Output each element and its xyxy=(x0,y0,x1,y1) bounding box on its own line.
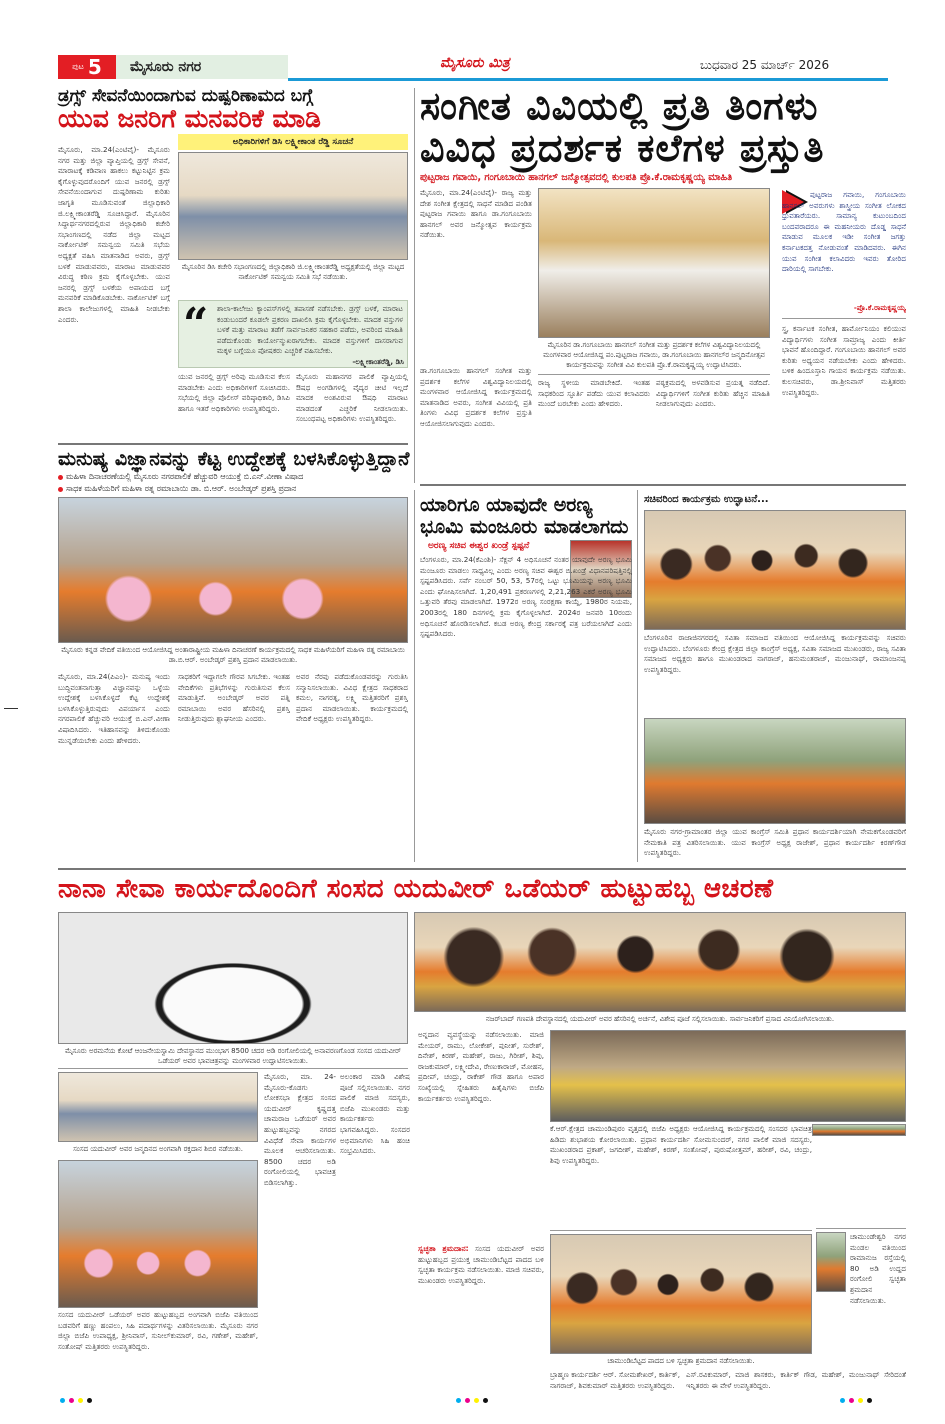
swachhata-label: ಸ್ವಚ್ಛತಾ ಶ್ರಮದಾನ: xyxy=(418,1244,469,1253)
science-headline: ಮನುಷ್ಯ ವಿಜ್ಞಾನವನ್ನು ಕೆಟ್ಟ ಉದ್ದೇಶಕ್ಕೆ ಬಳಸಿಕೊಳ್ಳುತ್ತಿದ್ದಾನೆ xyxy=(58,448,410,470)
blood-donation-caption: ಸಂಸದ ಯದುವೀರ್ ಅವರ ಜನ್ಮದಿನದ ಅಂಗವಾಗಿ ರಕ್ತದಾನ ಶಿಬಿರ ನಡೆಯಿತು. xyxy=(73,1145,243,1153)
music-photo-caption: ಮೈಸೂರಿನ ಡಾ.ಗಂಗೂಬಾಯಿ ಹಾನಗಲ್ ಸಂಗೀತ ಮತ್ತು ಪ್ರದರ್ಶಕ ಕಲೆಗಳ ವಿಶ್ವವಿದ್ಯಾನಿಲಯದಲ್ಲಿ ಮಂಗಳವಾರ ಆಯೋಜಿಸಿದ್ದ ಪಂ.ಪುಟ್ಟರಾಜ ಗವಾಯಿ, ಡಾ.ಗಂಗೂಬಾಯಿ ಹಾನಗಲ್‌ರ ಜನ್ಮದಿನೋತ್ಸವ ಕಾರ್ಯಕ್ರಮವನ್ನು ಸಂಗೀತ ವಿವಿ ಕುಲಪತಿ ಪ್ರೊ.ಕೆ.ರಾಮಕೃಷ್ಣಯ್ಯ ಉದ್ಘಾಟಿಸಿದರು. xyxy=(543,341,765,369)
drugs-body-col1: ಮೈಸೂರು, ಮಾ.24(ಎಂಟಿವೈ)- ಮೈಸೂರು ನಗರ ಮತ್ತು ಜಿಲ್ಲಾ ವ್ಯಾಪ್ತಿಯಲ್ಲಿ ಡ್ರಗ್ಸ್ ಸೇವನೆ, ಮಾರಾಟಕ್ಕೆ ಕಡಿವಾಣ ಹಾಕಲು ಕಟ್ಟುನಿಟ್ಟಿನ ಕ್ರಮ ಕೈಗೊಳ್ಳುವುದರೊಂದಿಗೆ ಯುವ ಜನರಲ್ಲಿ ಡ್ರಗ್ಸ್ ಸೇವನೆಯಿಂದಾಗುವ ದುಷ್ಪರಿಣಾಮ ಕುರಿತು ಜಾಗೃತಿ ಮೂಡಿಸುವಂತೆ ಜಿಲ್ಲಾಧಿಕಾರಿ ಜಿ.ಲಕ್ಷ್ಮೀಕಾಂತರೆಡ್ಡಿ ಸೂಚಿಸಿದ್ದಾರೆ. ಮೈಸೂರಿನ ಸಿದ್ಧಾರ್ಥನಗರದಲ್ಲಿರುವ ಜಿಲ್ಲಾಧಿಕಾರಿ ಕಚೇರಿ ಸಭಾಂಗಣದಲ್ಲಿ ನಡೆದ ಜಿಲ್ಲಾ ಮಟ್ಟದ ನಾರ್ಕೋಟಿಕ್ ಸಮನ್ವಯ ಸಮಿತಿ ಸಭೆಯ ಅಧ್ಯಕ್ಷತೆ ವಹಿಸಿ ಮಾತನಾಡಿದ ಅವರು, ಡ್ರಗ್ಸ್ ಬಳಕೆ ಮಾಡುವವರು, ಮಾರಾಟ ಮಾಡುವವರ ವಿರುದ್ಧ ಕಠಿಣ ಕ್ರಮ ಕೈಗೊಳ್ಳಬೇಕು. ಯುವ ಜನರಲ್ಲಿ ಡ್ರಗ್ಸ್ ಬಳಕೆಯ ಅಪಾಯದ ಬಗ್ಗೆ ಮನವರಿಕೆ ಮಾಡಿಕೊಡಬೇಕು. ನಾರ್ಕೋಟಿಕ್ ಬಗ್ಗೆ ಶಾಲಾ ಕಾಲೇಜುಗಳಲ್ಲಿ ಮಾಹಿತಿ ನೀಡಬೇಕು ಎಂದರು. xyxy=(58,145,170,324)
drugs-quote-attribution: -ಲಕ್ಷ್ಮೀಕಾಂತರೆಡ್ಡಿ, ಡಿಸಿ xyxy=(352,357,404,366)
page-label: ಪುಟ xyxy=(72,62,84,71)
section-rule xyxy=(58,443,408,445)
music-body-col2: ರಾಜ್ಯ ಸ್ಥಳೀಯ ಮಾಡಬೇಕಿದೆ. ಇಂತಹ ಸಾಧಕರಿಂದ ಸ್ಫೂರ್ತಿ ಪಡೆದು ಯುವ ಕಲಾವಿದರು ಮುಂದೆ ಬರಬೇಕು ಎಂದು ಹೇಳಿದರು. xyxy=(538,378,650,409)
fruit-distribution-caption: ಸಂಸದ ಯದುವೀರ್ ಒಡೆಯರ್ ಅವರ ಹುಟ್ಟುಹಬ್ಬದ ಅಂಗವಾಗಿ ಬಿಜೆಪಿ ವತಿಯಿಂದ ಬಡವರಿಗೆ ಹಣ್ಣು ಹಂಪಲು, ಸಿಹಿ ಪದಾರ್ಥಗಳನ್ನು ವಿತರಿಸಲಾಯಿತು. ಮೈಸೂರು ನಗರ ಜಿಲ್ಲಾ ಬಿಜೆಪಿ ಉಪಾಧ್ಯಕ್ಷ, ಶ್ರೀನಿವಾಸ್, ಸುನೀಲ್‌ಕುಮಾರ್, ರವಿ, ಗಣೇಶ್, ಮಹೇಶ್, ಸಂತೋಷ್ ಮತ್ತಿತರರು ಉಪಸ್ಥಿತರಿದ್ದರು. xyxy=(58,1310,258,1351)
rule xyxy=(782,318,906,319)
mp-body-col1: ಮೈಸೂರು, ಮಾ. 24- ಮೈಸೂರು-ಕೊಡಗು ಲೋಕಸಭಾ ಕ್ಷೇತ್ರದ ಸಂಸದ ಯದುವೀರ್ ಕೃಷ್ಣದತ್ತ ಚಾಮರಾಜ ಒಡೆಯರ್ ಅವರ ಹುಟ್ಟುಹಬ್ಬವನ್ನು ನಗರದ ವಿವಿಧೆಡೆ ಸೇವಾ ಕಾರ್ಯಗಳ ಮೂಲಕ ಆಚರಿಸಲಾಯಿತು. 8500 ಚದರ ಅಡಿ ರಂಗೋಲಿಯಲ್ಲಿ ಭಾವಚಿತ್ರ ಬಿಡಿಸಲಾಗಿತ್ತು. xyxy=(264,1072,336,1187)
science-body-col3: ಅವರ ನೆರವು ಪಡೆದುಕೊಂಡವರನ್ನು ಗುರುತಿಸಿ ಸನ್ಮಾನಿಸಲಾಯಿತು. ವಿವಿಧ ಕ್ಷೇತ್ರದ ಸಾಧಕರಾದ ಕಮಲ, ನಾಗರತ್ನ, ಲಕ್ಷ್ಮಿ ಮತ್ತಿತರರಿಗೆ ಪ್ರಶಸ್ತಿ ಪ್ರದಾನ ಮಾಡಲಾಯಿತು. ಕಾರ್ಯಕ್ರಮದಲ್ಲಿ ವೇದಿಕೆ ಅಧ್ಯಕ್ಷರು ಉಪಸ್ಥಿತರಿದ್ದರು. xyxy=(296,672,408,724)
blood-donation-photo xyxy=(58,1072,258,1142)
drugs-kicker: ಅಧಿಕಾರಿಗಳಿಗೆ ಡಿಸಿ ಲಕ್ಷ್ಮೀಕಾಂತ ರೆಡ್ಡಿ ಸೂಚನೆ xyxy=(178,134,408,150)
music-sidebar-quote: ಪುಟ್ಟರಾಜ ಗವಾಯಿ, ಗಂಗೂಬಾಯಿ ಹಾನಗಲ್ ಅವರುಗಳು ಶಾಸ್ತ್ರೀಯ ಸಂಗೀತ ಲೋಕದ ಧ್ರುವತಾರೆಯರು. ಸಾಮಾನ್ಯ ಕುಟುಂಬದಿಂದ ಬಂದವರಾದರೂ ಈ ಮಹನೀಯರು ದೊಡ್ಡ ಸಾಧನೆ ಮಾಡುವ ಮೂಲಕ ಇಡೀ ಸಂಗೀತ ಜಗತ್ತು ಕರ್ನಾಟಕದತ್ತ ನೋಡುವಂತೆ ಮಾಡಿದವರು. ಈಗಿನ ಯುವ ಸಂಗೀತ ಕಲಾವಿದರು ಇವರು ತೋರಿದ ದಾರಿಯಲ್ಲಿ ಸಾಗಬೇಕು. xyxy=(782,190,906,274)
drugs-headline-main: ಯುವ ಜನರಿಗೆ ಮನವರಿಕೆ ಮಾಡಿ xyxy=(58,104,321,133)
mp-birthday-headline: ನಾನಾ ಸೇವಾ ಕಾರ್ಯದೊಂದಿಗೆ ಸಂಸದ ಯದುವೀರ್ ಒಡೆಯರ್ ಹುಟ್ಟುಹಬ್ಬ ಆಚರಣೆ xyxy=(58,874,774,904)
science-bullet-2 xyxy=(58,484,296,494)
music-event-photo xyxy=(538,188,770,338)
science-award-photo xyxy=(58,497,408,643)
minister-headline: ಸಚಿವರಿಂದ ಕಾರ್ಯಕ್ರಮ ಉದ್ಘಾಟನೆ... xyxy=(644,494,769,505)
rangoli-portrait-photo xyxy=(58,912,408,1044)
side-photo-strip xyxy=(812,1124,906,1136)
dateline: ಬುಧವಾರ 25 ಮಾರ್ಚ್ 2026 xyxy=(700,58,830,72)
section-rule xyxy=(58,868,906,870)
temple-pooja-photo xyxy=(414,912,906,1012)
registration-mark xyxy=(840,1398,872,1403)
chamundi-box-photo xyxy=(816,1232,846,1292)
section-rule xyxy=(420,484,906,486)
header-rule xyxy=(288,78,888,81)
bullet-icon xyxy=(58,487,63,492)
rule xyxy=(538,374,770,375)
page-number: 5 xyxy=(87,55,102,79)
drugs-photo-caption: ಮೈಸೂರಿನ ಡಿಸಿ ಕಚೇರಿ ಸಭಾಂಗಣದಲ್ಲಿ ಜಿಲ್ಲಾಧಿಕಾರಿ ಜಿ.ಲಕ್ಷ್ಮೀಕಾಂತರೆಡ್ಡಿ ಅಧ್ಯಕ್ಷತೆಯಲ್ಲಿ ಜಿಲ್ಲಾ ಮಟ್ಟದ ನಾರ್ಕೋಟಿಕ್ ಸಮನ್ವಯ ಸಮಿತಿ ಸಭೆ ನಡೆಯಿತು. xyxy=(181,263,405,281)
temple-caption: ನಜರ್‌ಬಾದ್ ಗಣಪತಿ ದೇವಸ್ಥಾನದಲ್ಲಿ ಯದುವೀರ್ ಅವರ ಹೆಸರಿನಲ್ಲಿ ಅರ್ಚನೆ, ವಿಶೇಷ ಪೂಜೆ ಸಲ್ಲಿಸಲಾಯಿತು. ಸಾರ್ವಜನಿಕರಿಗೆ ಪ್ರಸಾದ ವಿನಿಯೋಗಿಸಲಾಯಿತು. xyxy=(485,1015,835,1023)
science-bullet-text: ಸಾಧಕ ಮಹಿಳೆಯರಿಗೆ ಮಹಿಳಾ ರತ್ನ ರಮಾಬಾಯಿ ಡಾ. ಬಿ.ಆರ್. ಅಂಬೇಡ್ಕರ್ ಪ್ರಶಸ್ತಿ ಪ್ರದಾನ xyxy=(66,484,297,493)
quote-icon: “ xyxy=(183,299,209,350)
column-divider xyxy=(637,490,638,862)
rule xyxy=(550,1230,812,1231)
science-bullet-text: ಮಹಿಳಾ ದಿನಾಚರಣೆಯಲ್ಲಿ ಮೈಸೂರು ನಗರಪಾಲಿಕೆ ಹೆಚ್ಚುವರಿ ಆಯುಕ್ತೆ ಬಿ.ಎನ್.ವೀಣಾ ವಿಷಾದ xyxy=(66,472,304,481)
chamundi-caption: ಚಾಮುಂಡಿಬೆಟ್ಟದ ಪಾದದ ಬಳಿ ಸ್ವಚ್ಛತಾ ಶ್ರಮದಾನ ನಡೆಸಲಾಯಿತು. xyxy=(607,1357,755,1365)
crowd-caption: ಕೆ.ಆರ್.ಕ್ಷೇತ್ರದ ಚಾಮುಂಡಿಪುರಂ ವೃತ್ತದಲ್ಲಿ ಬಿಜೆಪಿ ಅಧ್ಯಕ್ಷರು ಆಯೋಜಿಸಿದ್ದ ಕಾರ್ಯಕ್ರಮದಲ್ಲಿ ಸಂಸದರ ಭಾವಚಿತ್ರ ಹಿಡಿದು ಶುಭಾಶಯ ಕೋರಲಾಯಿತು. ಪ್ರಧಾನ ಕಾರ್ಯದರ್ಶಿ ಸೋಮಸುಂದರ್, ನಗರ ಪಾಲಿಕೆ ಮಾಜಿ ಸದಸ್ಯರು, ಮುಖಂಡರಾದ ಪ್ರಕಾಶ್, ಜಗದೀಶ್, ಮಹೇಶ್, ಕಿರಣ್, ಸಂತೋಷ್, ಪುರುಷೋತ್ತಮ್, ಹರೀಶ್, ರವಿ, ಚಂದ್ರು, ಶಿವು ಉಪಸ್ಥಿತರಿದ್ದರು. xyxy=(550,1124,812,1165)
music-body-col3: ಪಠ್ಯಕ್ರಮದಲ್ಲಿ ಅಳವಡಿಸುವ ಪ್ರಯತ್ನ ನಡೆದಿದೆ. ವಿದ್ಯಾರ್ಥಿಗಳಿಗೆ ಸಂಗೀತ ಕುರಿತು ಹೆಚ್ಚಿನ ಮಾಹಿತಿ ನೀಡಲಾಗುವುದು ಎಂದರು. xyxy=(656,378,770,409)
fold-mark xyxy=(4,708,18,709)
registration-mark xyxy=(456,1398,488,1403)
music-subhead: ಪುಟ್ಟರಾಜ ಗವಾಯಿ, ಗಂಗೂಬಾಯಿ ಹಾನಗಲ್ ಜನ್ಮೋತ್ಸವದಲ್ಲಿ ಕುಲಪತಿ ಪ್ರೊ.ಕೆ.ರಾಮಕೃಷ್ಣಯ್ಯ ಮಾಹಿತಿ xyxy=(420,172,733,183)
forest-headline-line2: ಭೂಮಿ ಮಂಜೂರು ಮಾಡಲಾಗದು xyxy=(420,516,629,538)
mp-body-col3: ಅನ್ನದಾನ ವ್ಯವಸ್ಥೆಯನ್ನು ನಡೆಸಲಾಯಿತು. ಮಾಜಿ ಮೇಯರ್, ರಾಮು, ಲೋಕೇಶ್, ಪುನೀತ್, ಸುರೇಶ್, ದಿನೇಶ್, ಕಿರಣ್, ಮಹೇಶ್, ರಾಜು, ಗಿರೀಶ್, ಶಿವು, ರಾಜಕುಮಾರ್, ಲಕ್ಷ್ಮೀದೇವಿ, ರೇಣುಕಾರಾಜ್, ಮೋಹನ, ಪ್ರದೀಪ್, ಚಂದ್ರು, ರಾಕೇಶ್ ಗೌಡ ಹಾಗೂ ಅಪಾರ ಸಂಖ್ಯೆಯಲ್ಲಿ ಸ್ನೇಹಿತರು ಹಿತೈಷಿಗಳು ಬಿಜೆಪಿ ಕಾರ್ಯಕರ್ತರು ಉಪಸ್ಥಿತರಿದ್ದರು. xyxy=(418,1030,544,1103)
swachhata-text: ಸಂಸದ ಯದುವೀರ್ ಅವರ ಹುಟ್ಟುಹಬ್ಬದ ಪ್ರಯುಕ್ತ ಚಾಮುಂಡಿಬೆಟ್ಟದ ಪಾದದ ಬಳಿ ಸ್ವಚ್ಛತಾ ಕಾರ್ಯಕ್ರಮ ನಡೆಸಲಾಯಿತು. ಮಾಜಿ ಸಚಿವರು, ಮುಖಂಡರು ಉಪಸ್ಥಿತರಿದ್ದರು. xyxy=(418,1244,544,1285)
forest-headline-line1: ಯಾರಿಗೂ ಯಾವುದೇ ಅರಣ್ಯ xyxy=(420,494,593,516)
music-headline-line1: ಸಂಗೀತ ವಿವಿಯಲ್ಲಿ ಪ್ರತಿ ತಿಂಗಳು xyxy=(420,84,819,128)
music-headline-line2: ವಿವಿಧ ಪ್ರದರ್ಶಕ ಕಲೆಗಳ ಪ್ರಸ್ತುತಿ xyxy=(420,126,825,170)
bottom-mid-text: ಬ್ರಾಹ್ಮಣ ಕಾರ್ಯದರ್ಶಿ ಆರ್. ಸೋಮಶೇಖರ್, ಕಾರ್ತಿಕ್, ನಾಗರಾಜ್, ಶಿವಕುಮಾರ್ ಮತ್ತಿತರರು ಉಪಸ್ಥಿತರಿದ್ದರು. xyxy=(550,1370,680,1390)
science-bullet-1 xyxy=(58,472,303,482)
chamundi-box-caption: ಚಾಮುಂಡೇಶ್ವರಿ ನಗರ ಮಂಡಲ ವತಿಯಿಂದ ರಾಮಾನುಜ ರಸ್ತೆಯಲ್ಲಿ 80 ಅಡಿ ಉದ್ದದ ರಂಗೋಲಿ ಸ್ವಚ್ಛತಾ ಶ್ರಮದಾನ ನಡೆಸಲಾಯಿತು. xyxy=(850,1232,906,1305)
food-distribution-photo xyxy=(550,1030,906,1122)
bullet-icon xyxy=(58,475,63,480)
mp-body-col2: ಅಲಂಕಾರ ಮಾಡಿ ವಿಶೇಷ ಪೂಜೆ ಸಲ್ಲಿಸಲಾಯಿತು. ನಗರ ಪಾಲಿಕೆ ಮಾಜಿ ಸದಸ್ಯರು, ಬಿಜೆಪಿ ಮುಖಂಡರು ಮತ್ತು ಕಾರ್ಯಕರ್ತರು ಭಾಗವಹಿಸಿದ್ದರು. ಸಂಸದರ ಅಭಿಮಾನಿಗಳು ಸಿಹಿ ಹಂಚಿ ಸಂಭ್ರಮಿಸಿದರು. xyxy=(340,1072,410,1156)
minister-event-photo xyxy=(644,510,906,630)
rule xyxy=(816,1228,906,1229)
youth-congress-photo xyxy=(644,718,906,824)
science-body-col2: ಸಾಧಕರಿಗೆ ಇದ್ದಾಗಲೇ ಗೌರವ ಸಿಗಬೇಕು. ಇಂತಹ ವೇದಿಕೆಗಳು ಪ್ರತಿಭೆಗಳನ್ನು ಗುರುತಿಸುವ ಕೆಲಸ ಮಾಡುತ್ತಿವೆ. ಅಂಬೇಡ್ಕರ್ ಅವರ ಪತ್ನಿ ರಮಾಬಾಯಿ ಅವರ ಹೆಸರಿನಲ್ಲಿ ಪ್ರಶಸ್ತಿ ನೀಡುತ್ತಿರುವುದು ಶ್ಲಾಘನೀಯ ಎಂದರು. xyxy=(178,672,290,724)
science-body-col1: ಮೈಸೂರು, ಮಾ.24(ಪಿಎಂ)- ಮನುಷ್ಯ ಇಂದು ಬುದ್ಧಿವಂತನಾಗುತ್ತಾ ವಿಜ್ಞಾನವನ್ನು ಒಳ್ಳೆಯ ಉದ್ದೇಶಕ್ಕೆ ಬಳಸಿಕೊಳ್ಳದೆ ಕೆಟ್ಟ ಉದ್ದೇಶಕ್ಕೆ ಬಳಸಿಕೊಳ್ಳುತ್ತಿರುವುದು ವಿಪರ್ಯಾಸ ಎಂದು ನಗರಪಾಲಿಕೆ ಹೆಚ್ಚುವರಿ ಆಯುಕ್ತೆ ಬಿ.ಎನ್.ವೀಣಾ ವಿಷಾದಿಸಿದರು. ಇತಿಹಾಸವನ್ನು ತಿಳಿದುಕೊಂಡು ಮುನ್ನಡೆಯಬೇಕು ಎಂದು ಹೇಳಿದರು. xyxy=(58,672,170,745)
forest-body: ಬೆಂಗಳೂರು, ಮಾ.24(ಕೆಎಂಶಿ)- ಸೆಕ್ಷನ್ 4 ಅಧಿಸೂಚನೆ ನಂತರ ಯಾವುದೇ ಅರಣ್ಯ ಭೂಮಿ ಮಂಜೂರು ಮಾಡಲು ಸಾಧ್ಯವಿಲ್ಲ ಎಂದು ಅರಣ್ಯ ಸಚಿವ ಈಶ್ವರ ಬಿ.ಖಂಡ್ರೆ ವಿಧಾನಪರಿಷತ್ತಿನಲ್ಲಿ ಸ್ಪಷ್ಟಪಡಿಸಿದರು. ಸರ್ವೆ ನಂಬರ್ 50, 53, 57ರಲ್ಲಿ ಒಟ್ಟು ಭೂಮಿಯನ್ನು ಅರಣ್ಯ ಭೂಮಿ ಎಂದು ಘೋಷಿಸಲಾಗಿದೆ. 1,20,491 ಪ್ರಕರಣಗಳಲ್ಲಿ 2,21,263 ಎಕರೆ ಅರಣ್ಯ ಭೂಮಿ ಒತ್ತುವರಿ ತೆರವು ಮಾಡಲಾಗಿದೆ. 1972ರ ಅರಣ್ಯ ಸಂರಕ್ಷಣಾ ಕಾಯ್ದೆ, 1980ರ ನಿಯಮ, 2003ರಲ್ಲಿ 180 ದಿನಗಳಲ್ಲಿ ಕ್ರಮ ಕೈಗೊಳ್ಳಲಾಗಿದೆ. 2024ರ ಜನವರಿ 10ರಂದು ಅಧಿಸೂಚನೆ ಹೊರಡಿಸಲಾಗಿದೆ. ಕಬಡ ಅರಣ್ಯ ಕೇಂದ್ರ ಸರ್ಕಾರಕ್ಕೆ ಪತ್ರ ಬರೆಯಲಾಗಿದೆ ಎಂದು ಸ್ಪಷ್ಟಪಡಿಸಿದರು. xyxy=(420,555,632,639)
drugs-headline-top: ಡ್ರಗ್ಸ್ ಸೇವನೆಯಿಂದಾಗುವ ದುಷ್ಪರಿಣಾಮದ ಬಗ್ಗೆ xyxy=(58,86,314,106)
drugs-meeting-photo xyxy=(178,152,408,260)
science-photo-caption: ಮೈಸೂರು ಕನ್ನಡ ವೇದಿಕೆ ವತಿಯಿಂದ ಆಯೋಜಿಸಿದ್ದ ಅಂತಾರಾಷ್ಟ್ರೀಯ ಮಹಿಳಾ ದಿನಾಚರಣೆ ಕಾರ್ಯಕ್ರಮದಲ್ಲಿ ಸಾಧಕ ಮಹಿಳೆಯರಿಗೆ ಮಹಿಳಾ ರತ್ನ ರಮಾಬಾಯಿ ಡಾ.ಬಿ.ಆರ್. ಅಂಬೇಡ್ಕರ್ ಪ್ರಶಸ್ತಿ ಪ್ರದಾನ ಮಾಡಲಾಯಿತು. xyxy=(61,646,405,664)
section-name: ಮೈಸೂರು ನಗರ xyxy=(116,55,288,79)
rule xyxy=(58,1068,408,1069)
column-divider xyxy=(414,88,415,483)
registration-mark xyxy=(60,1398,92,1403)
fruit-distribution-photo xyxy=(58,1160,258,1308)
music-sidebar-body: ಸ್ತ್ರ, ಕರ್ನಾಟಕ ಸಂಗೀತ, ಹಾರ್ಮೋನಿಯಂ ಕಲಿಯುವ ವಿದ್ಯಾರ್ಥಿಗಳು ಸಂಗೀತ ಸಾಮ್ರಾಜ್ಯ ಎಂದು ಕೀರ್ತಿ ಭಾವನೆ ಹೊಂದಿದ್ದಾರೆ. ಗಂಗೂಬಾಯಿ ಹಾನಗಲ್ ಅವರ ಕುರಿತು ಅಧ್ಯಯನ ನಡೆಯಬೇಕು ಎಂದು ಹೇಳಿದರು. ಬಳಿಕ ಹಿಂದೂಸ್ತಾನಿ ಗಾಯನ ಕಾರ್ಯಕ್ರಮ ನಡೆಯಿತು. ಕುಲಸಚಿವರು, ಡಾ.ಶ್ರೀನಿವಾಸ್ ಮತ್ತಿತರರು ಉಪಸ್ಥಿತರಿದ್ದರು. xyxy=(782,324,906,397)
column-divider xyxy=(414,490,415,862)
rangoli-caption: ಮೈಸೂರು ಅರಮನೆಯ ಕೋಟೆ ಆಂಜನೇಯಸ್ವಾಮಿ ದೇವಸ್ಥಾನದ ಮುಂಭಾಗ 8500 ಚದರ ಅಡಿ ರಂಗೋಲಿಯಲ್ಲಿ ಅನಾವರಣಗೊಂಡ ಸಂಸದ ಯದುವೀರ್ ಒಡೆಯರ್ ಅವರ ಭಾವಚಿತ್ರವನ್ನು ಮಂಗಳವಾರ ಉದ್ಘಾಟಿಸಲಾಯಿತು. xyxy=(64,1047,402,1065)
page-number-tag xyxy=(58,55,116,79)
music-sidebar-attribution: -ಪ್ರೊ.ಕೆ.ರಾಮಕೃಷ್ಣಯ್ಯ xyxy=(853,303,906,312)
drugs-body-col3: ಮೈಸೂರು ಮಹಾನಗರ ಪಾಲಿಕೆ ವ್ಯಾಪ್ತಿಯಲ್ಲಿ ಔಷಧ ಅಂಗಡಿಗಳಲ್ಲಿ ವೈದ್ಯರ ಚೀಟಿ ಇಲ್ಲದೆ ಮಾದಕ ಅಂಶವಿರುವ ಔಷಧಿ ಮಾರಾಟ ಮಾಡದಂತೆ ಎಚ್ಚರಿಕೆ ನೀಡಲಾಯಿತು. ಸಂಬಂಧಪಟ್ಟ ಅಧಿಕಾರಿಗಳು ಉಪಸ್ಥಿತರಿದ್ದರು. xyxy=(296,372,408,424)
masthead-logo: ಮೈಸೂರು ಮಿತ್ರ xyxy=(440,55,510,71)
portrait-holding-crowd-photo xyxy=(550,1234,812,1354)
minister-caption-1: ಬೆಂಗಳೂರಿನ ರಾಜಾಜಿನಗರದಲ್ಲಿ ಸವಿತಾ ಸಮಾಜದ ವತಿಯಿಂದ ಆಯೋಜಿಸಿದ್ದ ಕಾರ್ಯಕ್ರಮವನ್ನು ಸಚಿವರು ಉದ್ಘಾಟಿಸಿದರು. ಬೆಂಗಳೂರು ಕೇಂದ್ರ ಕ್ಷೇತ್ರದ ಜಿಲ್ಲಾ ಕಾಂಗ್ರೆಸ್ ಅಧ್ಯಕ್ಷ, ಸವಿತಾ ಸಮಾಜದ ಮುಖಂಡರು, ರಾಜ್ಯ ಸವಿತಾ ಸಮಾಜದ ಅಧ್ಯಕ್ಷರು ಹಾಗೂ ಮುಖಂಡರಾದ ನಾಗರಾಜ್, ಹನುಮಂತರಾಜ್, ಮಂಜುನಾಥ್, ರಾಮಾಂಜನಪ್ಪ ಉಪಸ್ಥಿತರಿದ್ದರು. xyxy=(644,633,906,674)
minister-caption-2: ಮೈಸೂರು ನಗರ-ಗ್ರಾಮಾಂತರ ಜಿಲ್ಲಾ ಯುವ ಕಾಂಗ್ರೆಸ್ ಸಮಿತಿ ಪ್ರಧಾನ ಕಾರ್ಯದರ್ಶಿಯಾಗಿ ನೇಮಕಗೊಂಡವರಿಗೆ ನೇಮಕಾತಿ ಪತ್ರ ವಿತರಿಸಲಾಯಿತು. ಯುವ ಕಾಂಗ್ರೆಸ್ ಅಧ್ಯಕ್ಷ ರಾಜೇಶ್, ಪ್ರಧಾನ ಕಾರ್ಯದರ್ಶಿ ಕಿರಣ್‌ಗೌಡ ಉಪಸ್ಥಿತರಿದ್ದರು. xyxy=(644,827,906,858)
drugs-body-col2: ಯುವ ಜನರಲ್ಲಿ ಡ್ರಗ್ಸ್ ಅರಿವು ಮೂಡಿಸುವ ಕೆಲಸ ಮಾಡಬೇಕು ಎಂದು ಅಧಿಕಾರಿಗಳಿಗೆ ಸೂಚಿಸಿದರು. ಸಭೆಯಲ್ಲಿ ಜಿಲ್ಲಾ ಪೊಲೀಸ್ ವರಿಷ್ಠಾಧಿಕಾರಿ, ಡಿಸಿಪಿ ಹಾಗೂ ಇತರೆ ಅಧಿಕಾರಿಗಳು ಉಪಸ್ಥಿತರಿದ್ದರು. xyxy=(178,372,290,413)
music-body-left: ಮೈಸೂರು, ಮಾ.24(ಎಂಟಿವೈ)- ರಾಜ್ಯ ಮತ್ತು ದೇಶ ಸಂಗೀತ ಕ್ಷೇತ್ರದಲ್ಲಿ ಸಾಧನೆ ಮಾಡಿದ ಪಂಡಿತ ಪುಟ್ಟರಾಜ ಗವಾಯಿ ಹಾಗೂ ಡಾ.ಗಂಗೂಬಾಯಿ ಹಾನಗಲ್ ಅವರ ಜನ್ಮೋತ್ಸವ ಕಾರ್ಯಕ್ರಮ ನಡೆಯಿತು. xyxy=(420,188,532,240)
forest-subhead: ಅರಣ್ಯ ಸಚಿವ ಈಶ್ವರ ಖಂಡ್ರೆ ಸ್ಪಷ್ಟನೆ xyxy=(428,541,530,551)
mp-swachhata-para xyxy=(418,1244,544,1384)
bottom-right-text: ಎಸ್.ರವಿಕುಮಾರ್, ಮಾಜಿ ಶಾಸಕರು, ಕಾರ್ತಿಕ್ ಗೌಡ, ಮಹೇಶ್, ಮಂಜುನಾಥ್ ಸೇರಿದಂತೆ ಇನ್ನಿತರರು ಈ ವೇಳೆ ಉಪಸ್ಥಿತರಿದ್ದರು. xyxy=(686,1370,906,1390)
music-body-col1: ಡಾ.ಗಂಗೂಬಾಯಿ ಹಾನಗಲ್ ಸಂಗೀತ ಮತ್ತು ಪ್ರದರ್ಶಕ ಕಲೆಗಳ ವಿಶ್ವವಿದ್ಯಾನಿಲಯದಲ್ಲಿ ಮಂಗಳವಾರ ಆಯೋಜಿಸಿದ್ದ ಕಾರ್ಯಕ್ರಮದಲ್ಲಿ ಮಾತನಾಡಿದ ಅವರು, ಸಂಗೀತ ವಿವಿಯಲ್ಲಿ ಪ್ರತಿ ತಿಂಗಳು ವಿವಿಧ ಪ್ರದರ್ಶಕ ಕಲೆಗಳ ಪ್ರಸ್ತುತಿ ಆಯೋಜಿಸಲಾಗುವುದು ಎಂದರು. xyxy=(420,366,532,428)
drugs-quote-text: ಶಾಲಾ-ಕಾಲೇಜು ಕ್ಯಾಂಪಸ್‌ಗಳಲ್ಲಿ ತಪಾಸಣೆ ನಡೆಸಬೇಕು. ಡ್ರಗ್ಸ್ ಬಳಕೆ, ಮಾರಾಟ ಕಂಡುಬಂದರೆ ಕೂಡಲೇ ಪ್ರಕರಣ ದಾಖಲಿಸಿ ಕ್ರಮ ಕೈಗೊಳ್ಳಬೇಕು. ಮಾದಕ ವಸ್ತುಗಳ ಬಳಕೆ ಮತ್ತು ಮಾರಾಟ ತಡೆಗೆ ಸಾರ್ವಜನಿಕರ ಸಹಕಾರ ಪಡೆದು, ಅವರಿಂದ ಮಾಹಿತಿ ಪಡೆದುಕೊಂಡು ಕಾರ್ಯೋನ್ಮುಖರಾಗಬೇಕು. ಮಾದಕ ವಸ್ತುಗಳಿಗೆ ದಾಸರಾಗುವ ಮಕ್ಕಳ ಬಗ್ಗೆಯೂ ಪೋಷಕರು ಎಚ್ಚರಿಕೆ ವಹಿಸಬೇಕು. xyxy=(217,304,403,356)
